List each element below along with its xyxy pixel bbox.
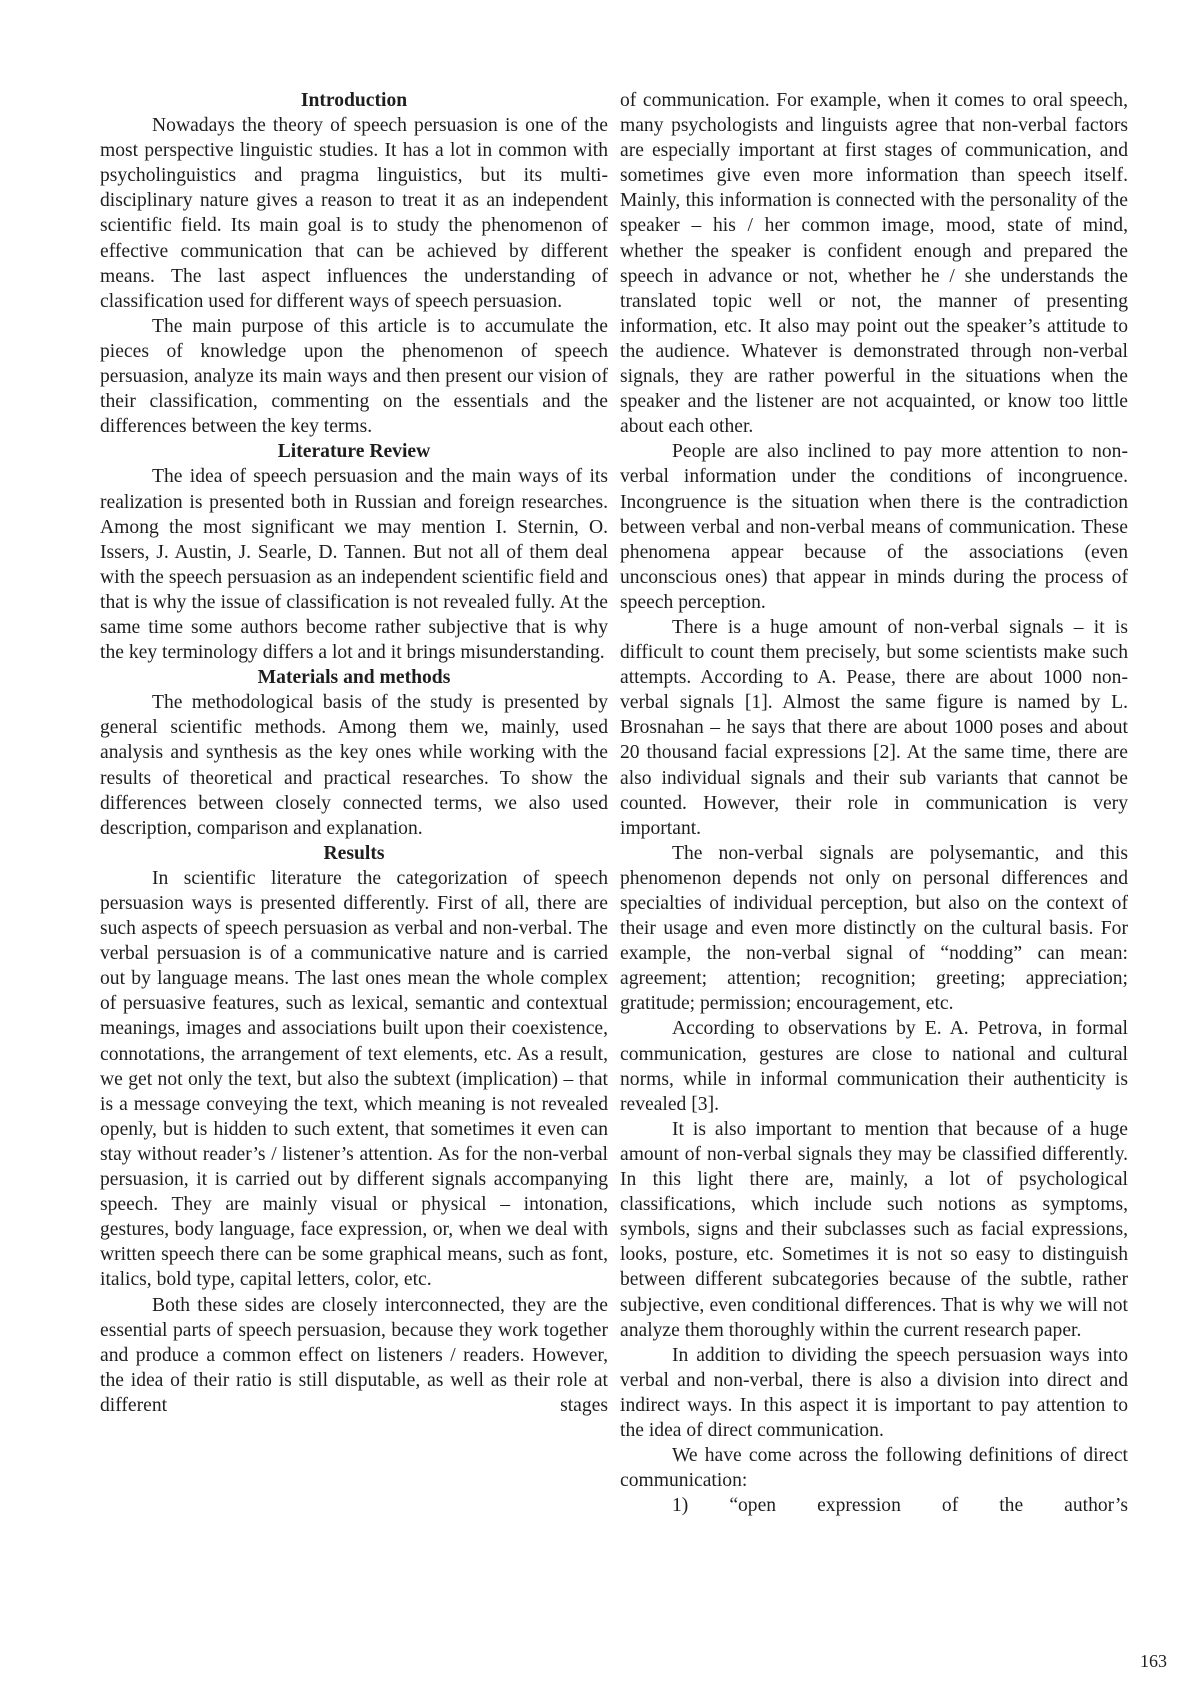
paragraph-right-9: 1) “open expression of the author’s [672,1495,1128,1517]
paragraph-methods-1: The methodological basis of the study is presented by general scientific methods. Among them we, mainly, used analysis and synthesis as the key ones while working with the results of theoretical and practical researches. To show the differences between closely connected terms, we also used description, comparison and explanation. [100,692,608,839]
paragraph-right-7: In addition to dividing the speech persuasion ways into verbal and non-verbal, there is also a division into direct and indirect ways. In this aspect it is important to pay attention to the idea of direct communication. [620,1344,1128,1441]
paragraph-right-5: According to observations by E. A. Petrova, in formal communication, gestures are close to national and cultural norms, while in informal communication their authenticity is revealed [3]. [620,1018,1128,1115]
right-column [620,88,1128,1518]
paragraph-literature-1: The idea of speech persuasion and the main ways of its realization is presented both in Russian and foreign researches. Among the most significant we may mention I. Sternin, O. Issers, J. Austin, J. Searle, D. Tannen. But not all of them deal with the speech persuasion as an independent scientific field and that is why the issue of classification is not revealed fully. At the same time some authors become rather subjective that is why the key terminology differs a lot and it brings misunderstanding. [100,466,608,664]
left-column [100,88,608,1418]
heading-introduction: Introduction [300,90,408,111]
paragraph-right-4: The non-verbal signals are polysemantic, and this phenomenon depends not only on personal differences and specialties of individual perception, but also on the context of their usage and even more distinctly on the cultural basis. For example, the non-verbal signal of “nodding” can mean: agreement; attention; recognition; greeting; appreciation; gratitude; permission; encouragement, etc. [620,842,1128,1015]
paragraph-intro-2: The main purpose of this article is to accumulate the pieces of knowledge upon the phenomenon of speech persuasion, analyze its main ways and then present our vision of their classification, commenting on the essentials and the differences between the key terms. [100,315,608,438]
paragraph-right-2: People are also inclined to pay more attention to non-verbal information under the conditions of incongruence. Incongruence is the situation when there is the contradiction between verbal and non-verbal means of communication. These phenomena appear because of the associations (even unconscious ones) that appear in minds during the process of speech perception. [620,441,1128,613]
heading-literature-review: Literature Review [277,441,431,463]
paragraph-right-6: It is also important to mention that because of a huge amount of non-verbal signals they may be classified differently. In this light there are, mainly, a lot of psychological classifications, which include such notions as symptoms, symbols, signs and their subclasses such as facial expressions, looks, posture, etc. Sometimes it is not so easy to distinguish between different subcategories because of the subtle, rather subjective, even conditional differences. That is why we will not analyze them thoroughly within the current research paper. [620,1118,1128,1341]
paragraph-intro-1: Nowadays the theory of speech persuasion is one of the most perspective linguistic studies. It has a lot in common with psycholinguistics and pragma linguistics, but its multi-disciplinary nature gives a reason to treat it as an independent scientific field. Its main goal is to study the phenomenon of effective communication that can be achieved by different means. The last aspect influences the understanding of classification used for different ways of speech persuasion. [100,115,608,312]
heading-results: Results [323,842,385,864]
page-number: 163 [1140,1651,1167,1671]
paragraph-right-8: We have come across the following definitions of direct communication: [620,1445,1128,1492]
paragraph-right-1: of communication. For example, when it comes to oral speech, many psychologists and linguists agree that non-verbal factors are especially important at first stages of communication, and sometimes give even more information than speech itself. Mainly, this information is connected with the personality of the speaker – his / her common image, mood, state of mind, whether the speaker is confident enough and prepared the speech in advance or not, whether he / she understands the translated topic well or not, the manner of presenting information, etc. It also may point out the speaker’s attitude to the audience. Whatever is demonstrated through non-verbal signals, they are rather powerful in the situations when the speaker and the listener are not acquainted, or know too little about each other. [620,90,1128,438]
paragraph-results-1: In scientific literature the categorization of speech persuasion ways is presented differently. First of all, there are such aspects of speech persuasion as verbal and non-verbal. The verbal persuasion is of a communicative nature and is carried out by language means. The last ones mean the whole complex of persuasive features, such as lexical, semantic and contextual meanings, images and associations built upon their coexistence, connotations, the arrangement of text elements, etc. As a result, we get not only the text, but also the subtext (implication) – that is a message conveying the text, which meaning is not revealed openly, but is hidden to such extent, that sometimes it even can stay without reader’s / listener’s attention. As for the non-verbal persuasion, it is carried out by different signals accompanying speech. They are mainly visual or physical – intonation, gestures, body language, face expression, or, when we deal with written speech there can be some graphical means, such as font, italics, bold type, capital letters, color, etc. [100,867,608,1291]
paragraph-results-2: Both these sides are closely interconnected, they are the essential parts of speech persuasion, because they work together and produce a common effect on listeners / readers. However, the idea of their ratio is still disputable, as well as their role at different stages [100,1294,608,1416]
heading-materials-methods: Materials and methods [257,667,451,689]
paragraph-right-3: There is a huge amount of non-verbal signals – it is difficult to count them precisely, but some scientists make such attempts. According to A. Pease, there are about 1000 non-verbal signals [1]. Almost the same figure is named by L. Brosnahan – he says that there are about 1000 poses and about 20 thousand facial expressions [2]. At the same time, there are also individual signals and their sub variants that cannot be counted. However, their role in communication is very important. [620,616,1128,839]
